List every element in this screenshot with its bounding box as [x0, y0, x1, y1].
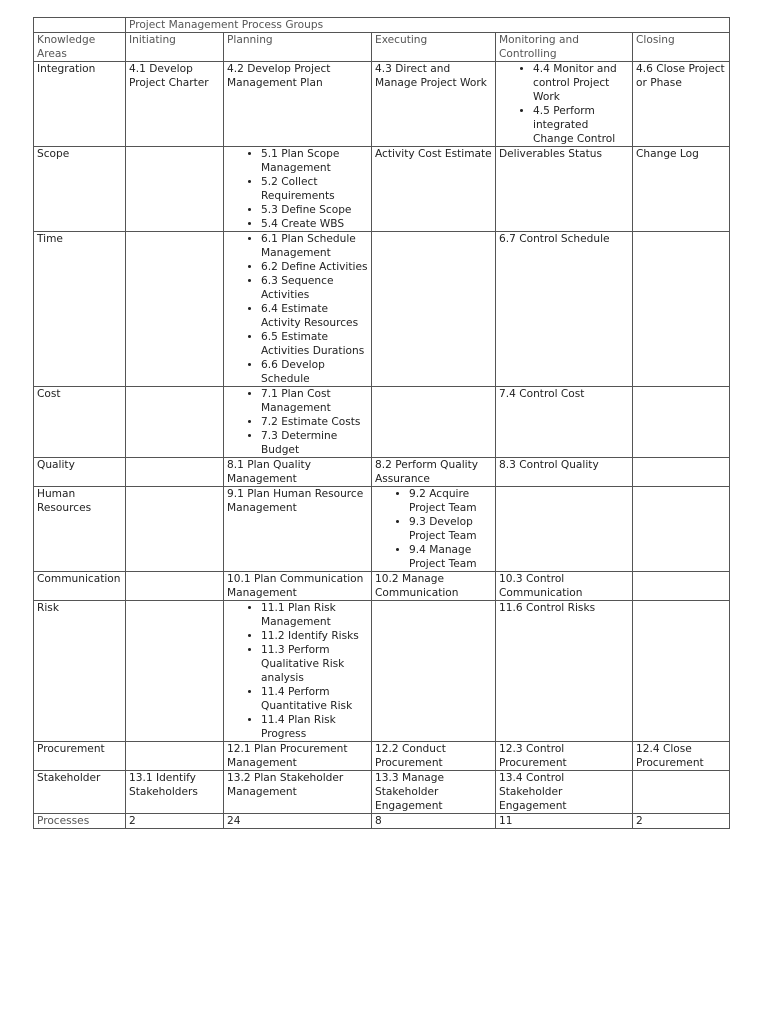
header-row-columns [34, 33, 730, 62]
monitoring-cell: Deliverables Status [496, 147, 633, 232]
initiating-cell [126, 387, 224, 458]
knowledge-area-cell: Communication [34, 572, 126, 601]
table-row [34, 62, 730, 147]
initiating-cell [126, 458, 224, 487]
planning-cell: 10.1 Plan Communication Management [224, 572, 372, 601]
list-item: • 11.4 Plan Risk Progress [261, 713, 368, 741]
planning-process-list [227, 387, 368, 457]
monitoring-cell: 6.7 Control Schedule [496, 232, 633, 387]
table-row [34, 147, 730, 232]
executing-cell: 12.2 Conduct Procurement [372, 742, 496, 771]
closing-cell [633, 771, 730, 814]
list-item: • 6.3 Sequence Activities [261, 274, 368, 302]
knowledge-area-cell: Risk [34, 601, 126, 742]
closing-cell [633, 601, 730, 742]
totals-executing: 8 [372, 814, 496, 829]
monitoring-cell: 10.3 Control Communication [496, 572, 633, 601]
planning-cell [224, 601, 372, 742]
monitoring-cell [496, 62, 633, 147]
closing-cell: Change Log [633, 147, 730, 232]
initiating-cell: 4.1 Develop Project Charter [126, 62, 224, 147]
header-executing: Executing [372, 33, 496, 62]
monitoring-process-list [499, 62, 629, 146]
planning-cell [224, 232, 372, 387]
list-item: • 7.3 Determine Budget [261, 429, 368, 457]
list-item: • 5.3 Define Scope [261, 203, 368, 217]
executing-cell [372, 232, 496, 387]
monitoring-cell: 8.3 Control Quality [496, 458, 633, 487]
header-closing: Closing [633, 33, 730, 62]
table-row [34, 601, 730, 742]
closing-cell: 12.4 Close Procurement [633, 742, 730, 771]
closing-cell: 4.6 Close Project or Phase [633, 62, 730, 147]
planning-process-list [227, 147, 368, 231]
knowledge-area-cell: Stakeholder [34, 771, 126, 814]
list-item: • 4.5 Perform integrated Change Control [533, 104, 629, 146]
initiating-cell [126, 147, 224, 232]
initiating-cell [126, 572, 224, 601]
executing-cell: 13.3 Manage Stakeholder Engagement [372, 771, 496, 814]
executing-cell: Activity Cost Estimate [372, 147, 496, 232]
knowledge-area-cell: Quality [34, 458, 126, 487]
list-item: • 5.4 Create WBS [261, 217, 368, 231]
list-item: • 7.1 Plan Cost Management [261, 387, 368, 415]
totals-label: Processes [34, 814, 126, 829]
knowledge-area-cell: Human Resources [34, 487, 126, 572]
planning-process-list [227, 232, 368, 386]
planning-cell: 4.2 Develop Project Management Plan [224, 62, 372, 147]
process-groups-table [33, 17, 730, 829]
knowledge-area-cell: Scope [34, 147, 126, 232]
list-item: • 9.3 Develop Project Team [409, 515, 492, 543]
list-item: • 11.3 Perform Qualitative Risk analysis [261, 643, 368, 685]
executing-cell: 10.2 Manage Communication [372, 572, 496, 601]
process-groups-title: Project Management Process Groups [126, 18, 730, 33]
knowledge-area-cell: Time [34, 232, 126, 387]
executing-process-list [375, 487, 492, 571]
knowledge-area-cell: Procurement [34, 742, 126, 771]
list-item: • 5.1 Plan Scope Management [261, 147, 368, 175]
header-knowledge-areas: Knowledge Areas [34, 33, 126, 62]
totals-initiating: 2 [126, 814, 224, 829]
monitoring-cell [496, 487, 633, 572]
table-row [34, 742, 730, 771]
initiating-cell [126, 232, 224, 387]
planning-cell: 13.2 Plan Stakeholder Management [224, 771, 372, 814]
executing-cell [372, 487, 496, 572]
list-item: • 6.1 Plan Schedule Management [261, 232, 368, 260]
closing-cell [633, 387, 730, 458]
totals-row [34, 814, 730, 829]
list-item: • 7.2 Estimate Costs [261, 415, 368, 429]
header-monitoring: Monitoring and Controlling [496, 33, 633, 62]
list-item: • 9.2 Acquire Project Team [409, 487, 492, 515]
table-row [34, 458, 730, 487]
list-item: • 11.1 Plan Risk Management [261, 601, 368, 629]
table-row [34, 771, 730, 814]
list-item: • 11.4 Perform Quantitative Risk [261, 685, 368, 713]
closing-cell [633, 232, 730, 387]
planning-process-list [227, 601, 368, 741]
executing-cell [372, 601, 496, 742]
table-row [34, 572, 730, 601]
planning-cell: 12.1 Plan Procurement Management [224, 742, 372, 771]
header-initiating: Initiating [126, 33, 224, 62]
list-item: • 4.4 Monitor and control Project Work [533, 62, 629, 104]
list-item: • 6.6 Develop Schedule [261, 358, 368, 386]
header-row-group [34, 18, 730, 33]
initiating-cell: 13.1 Identify Stakeholders [126, 771, 224, 814]
totals-planning: 24 [224, 814, 372, 829]
planning-cell: 9.1 Plan Human Resource Management [224, 487, 372, 572]
list-item: • 6.4 Estimate Activity Resources [261, 302, 368, 330]
table-row [34, 387, 730, 458]
planning-cell [224, 387, 372, 458]
closing-cell [633, 572, 730, 601]
table-row [34, 487, 730, 572]
totals-monitoring: 11 [496, 814, 633, 829]
monitoring-cell: 12.3 Control Procurement [496, 742, 633, 771]
list-item: • 11.2 Identify Risks [261, 629, 368, 643]
empty-corner-cell [34, 18, 126, 33]
executing-cell: 8.2 Perform Quality Assurance [372, 458, 496, 487]
list-item: • 6.2 Define Activities [261, 260, 368, 274]
knowledge-area-rows [34, 62, 730, 814]
executing-cell [372, 387, 496, 458]
initiating-cell [126, 601, 224, 742]
executing-cell: 4.3 Direct and Manage Project Work [372, 62, 496, 147]
knowledge-area-cell: Integration [34, 62, 126, 147]
initiating-cell [126, 742, 224, 771]
planning-cell [224, 147, 372, 232]
knowledge-area-cell: Cost [34, 387, 126, 458]
list-item: • 5.2 Collect Requirements [261, 175, 368, 203]
list-item: • 9.4 Manage Project Team [409, 543, 492, 571]
planning-cell: 8.1 Plan Quality Management [224, 458, 372, 487]
monitoring-cell: 13.4 Control Stakeholder Engagement [496, 771, 633, 814]
totals-closing: 2 [633, 814, 730, 829]
initiating-cell [126, 487, 224, 572]
monitoring-cell: 7.4 Control Cost [496, 387, 633, 458]
list-item: • 6.5 Estimate Activities Durations [261, 330, 368, 358]
closing-cell [633, 487, 730, 572]
monitoring-cell: 11.6 Control Risks [496, 601, 633, 742]
header-planning: Planning [224, 33, 372, 62]
closing-cell [633, 458, 730, 487]
table-row [34, 232, 730, 387]
